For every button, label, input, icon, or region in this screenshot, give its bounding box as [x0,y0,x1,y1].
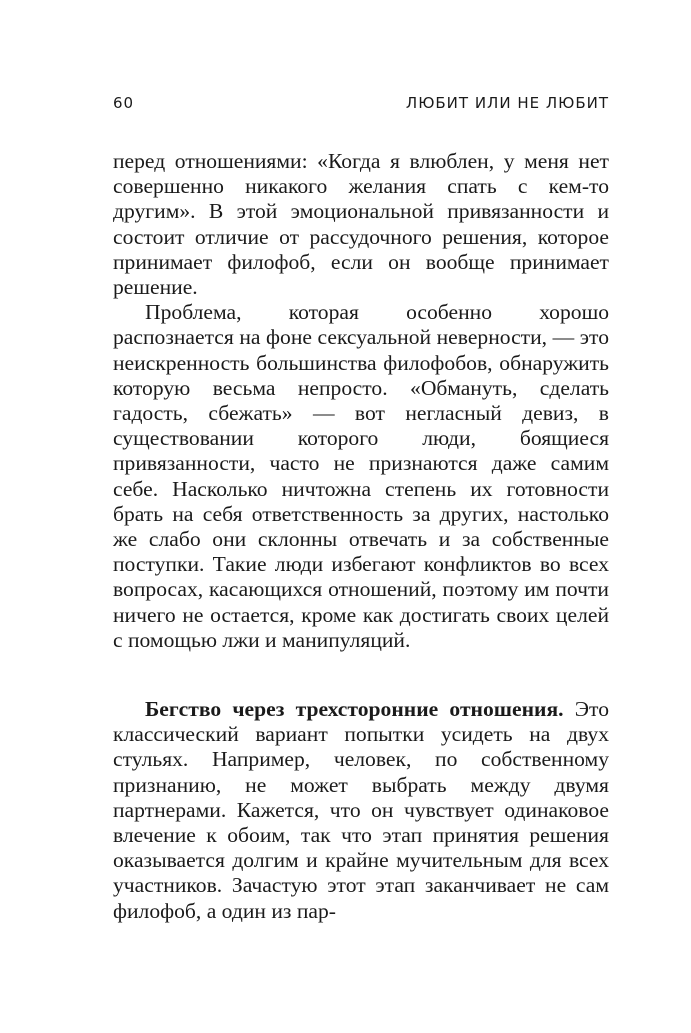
paragraph-triangle-text: Это классический вариант попытки усидеть на двух стульях. Например, человек, по собственному признанию, не может выбрать между двумя партнерами. Кажется, что он чувствует одинаковое влечение к обоим, так что этап принятия решения оказывается долгим и крайне мучительным для всех участников. Зачастую этот этап заканчивает не сам филофоб, а один из пар- [113,697,609,923]
section-gap [113,653,609,697]
running-title: ЛЮБИТ ИЛИ НЕ ЛЮБИТ [405,94,609,112]
body-text [113,149,609,924]
paragraph-continuation: перед отношениями: «Когда я влюблен, у меня нет совершенно никакого желания спать с кем-то другим». В этой эмоциональной привязанности и состоит отличие от рассудочного решения, которое принимает филофоб, если он вообще принимает решение. [113,149,609,300]
section-heading: Бегство через трехсторонние отношения. [145,697,564,722]
paragraph-infidelity: Проблема, которая особенно хорошо распознается на фоне сексуальной неверности, — это неискренность большинства филофобов, обнаружить которую весьма непросто. «Обмануть, сделать гадость, сбежать» — вот негласный девиз, в существовании которого люди, боящиеся привязанности, часто не признаются даже самим себе. Насколько ничтожна степень их готовности брать на себя ответственность за других, настолько же слабо они склонны отвечать и за собственные поступки. Такие люди избегают конфликтов во всех вопросах, касающихся отношений, поэтому им почти ничего не остается, кроме как достигать своих целей с помощью лжи и манипуляций. [113,300,609,652]
running-head [113,94,609,118]
paragraph-triangle [113,697,609,924]
page-number: 60 [113,94,135,112]
